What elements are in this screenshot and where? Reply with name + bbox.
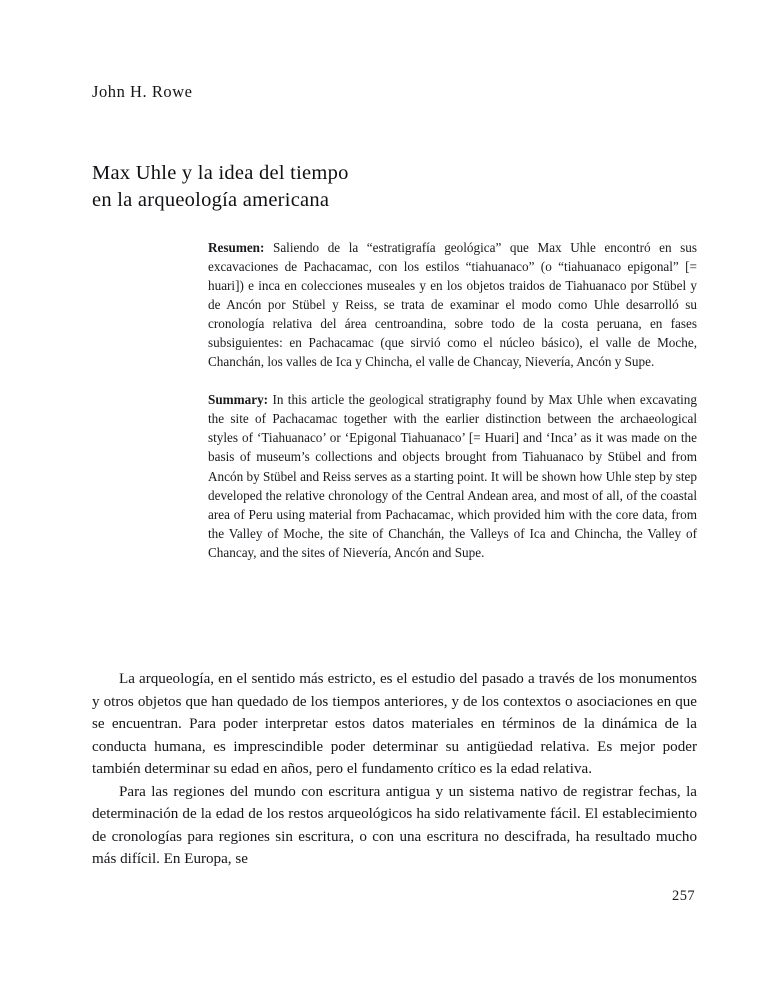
abstract-english-text: In this article the geological stratigraphy found by Max Uhle when excavating the site of Pachacamac together with the earlier distinction between the archaeological styles of ‘Tiahuanaco’ or ‘Epigonal Tiahuanaco’ [= Huari] and ‘Inca’ as it was made on the basis of museum’s collections and objects brought from Tiahuanaco by Stübel and from Ancón by Stübel and Reiss serves as a starting point. It will be shown how Uhle step by step developed the relative chronology of the Central Andean area, and most of all, of the coastal area of Peru using material from Pachacamac, which provided him with the core data, from the Valley of Moche, the site of Chanchán, the Valleys of Ica and Chincha, the Valley of Chancay, and the sites of Nievería, Ancón and Supe. [208,392,697,560]
abstract-english [208,390,697,561]
body-paragraph-1: La arqueología, en el sentido más estricto, es el estudio del pasado a través de los monumentos y otros objetos que han quedado de los tiempos anteriores, y de los contextos o asociaciones en que se encuentran. Para poder interpretar estos datos materiales en términos de la dinámica de la conducta humana, es imprescindible poder determinar su antigüedad relativa. Es mejor poder también determinar su edad en años, pero el fundamento crítico es la edad relativa. [92,671,697,778]
abstract-spanish-text: Saliendo de la “estratigrafía geológica” que Max Uhle encontró en sus excavaciones de Pachacamac, con los estilos “tiahuanaco” (o “tiahuanaco epigonal” [= huari]) e inca en colecciones museales y en los objetos traidos de Tiahuanaco por Stübel y de Ancón por Stübel y Reiss, se trata de examinar el modo como Uhle desarrolló su cronología relativa del área centroandina, sobre todo de la costa peruana, en fases subsiguientes: en Pachacamac (que sirvió como el núcleo básico), el valle de Moche, Chanchán, los valles de Ica y Chincha, el valle de Chancay, Nievería, Ancón y Supe. [208,240,697,370]
abstract-section [208,238,697,562]
body-text [92,668,697,871]
title-line-1: Max Uhle y la idea del tiempo [92,161,349,184]
abstract-spanish-label: Resumen: [208,240,265,255]
title-line-2: en la arqueología americana [92,188,330,211]
abstract-english-label: Summary: [208,392,269,408]
body-paragraph-2: Para las regiones del mundo con escritura antigua y un sistema nativo de registrar fechas, la determinación de la edad de los restos arqueológicos ha sido relativamente fácil. El establecimiento de cronologías para regiones sin escritura, o con una escritura no descifrada, ha resultado mucho más difícil. En Europa, se [92,783,697,868]
page-title [92,160,522,214]
abstract-spanish [208,238,697,371]
author-byline: John H. Rowe [92,82,193,101]
page-number: 257 [672,888,695,904]
